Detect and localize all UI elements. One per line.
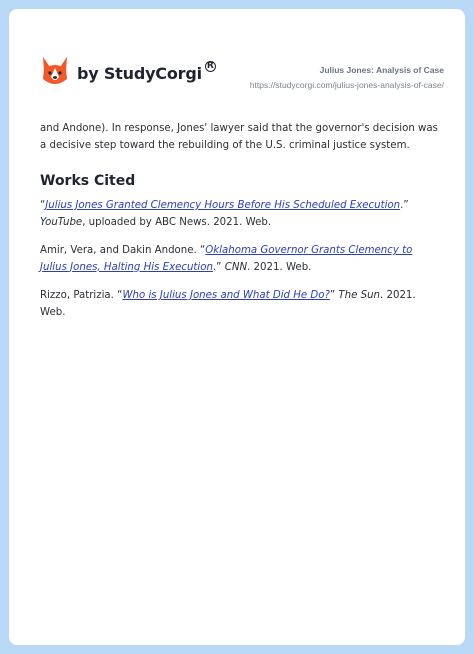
document-title: Julius Jones: Analysis of Case bbox=[319, 65, 444, 75]
citation-after-link: .” bbox=[400, 200, 409, 211]
corgi-icon bbox=[40, 55, 70, 89]
citation-suffix: . 2021. Web. bbox=[247, 261, 312, 273]
brand-name: by StudyCorgi bbox=[77, 63, 202, 83]
document-page bbox=[9, 9, 465, 645]
citation-after-link: .” bbox=[212, 261, 222, 273]
registered-mark: R bbox=[205, 61, 216, 72]
citation-prefix: “ bbox=[40, 200, 46, 211]
citation-entry bbox=[40, 243, 438, 276]
citation-after-link: ” bbox=[329, 290, 336, 301]
citation-entry bbox=[40, 198, 438, 231]
citation-prefix: Rizzo, Patrizia. “ bbox=[40, 290, 123, 301]
citation-link[interactable]: Julius Jones Granted Clemency Hours Before His Scheduled Execution bbox=[45, 200, 401, 211]
citation-link[interactable]: Oklahoma Governor Grants Clemency to Julius Jones, Halting His Execution bbox=[40, 245, 413, 273]
citation-prefix: Amir, Vera, and Dakin Andone. “ bbox=[40, 245, 206, 256]
document-meta bbox=[250, 65, 444, 90]
works-cited-heading: Works Cited bbox=[40, 173, 136, 189]
citation-suffix: . 2021. Web. bbox=[40, 290, 416, 318]
citation-source: The Sun bbox=[338, 290, 380, 301]
citation-link[interactable]: Who is Julius Jones and What Did He Do? bbox=[122, 290, 330, 301]
citation-entry bbox=[40, 288, 438, 321]
citation-suffix: , uploaded by ABC News. 2021. Web. bbox=[82, 216, 272, 228]
document-url[interactable]: https://studycorgi.com/julius-jones-analysis-of-case/ bbox=[249, 80, 444, 90]
citation-source: CNN bbox=[224, 261, 248, 273]
body-paragraph: and Andone). In response, Jones' lawyer said that the governor's decision was a decisive step toward the rebuilding of the U.S. criminal justice system. bbox=[40, 123, 438, 151]
citation-source: YouTube bbox=[40, 216, 83, 228]
studycorgi-logo[interactable] bbox=[40, 55, 216, 89]
